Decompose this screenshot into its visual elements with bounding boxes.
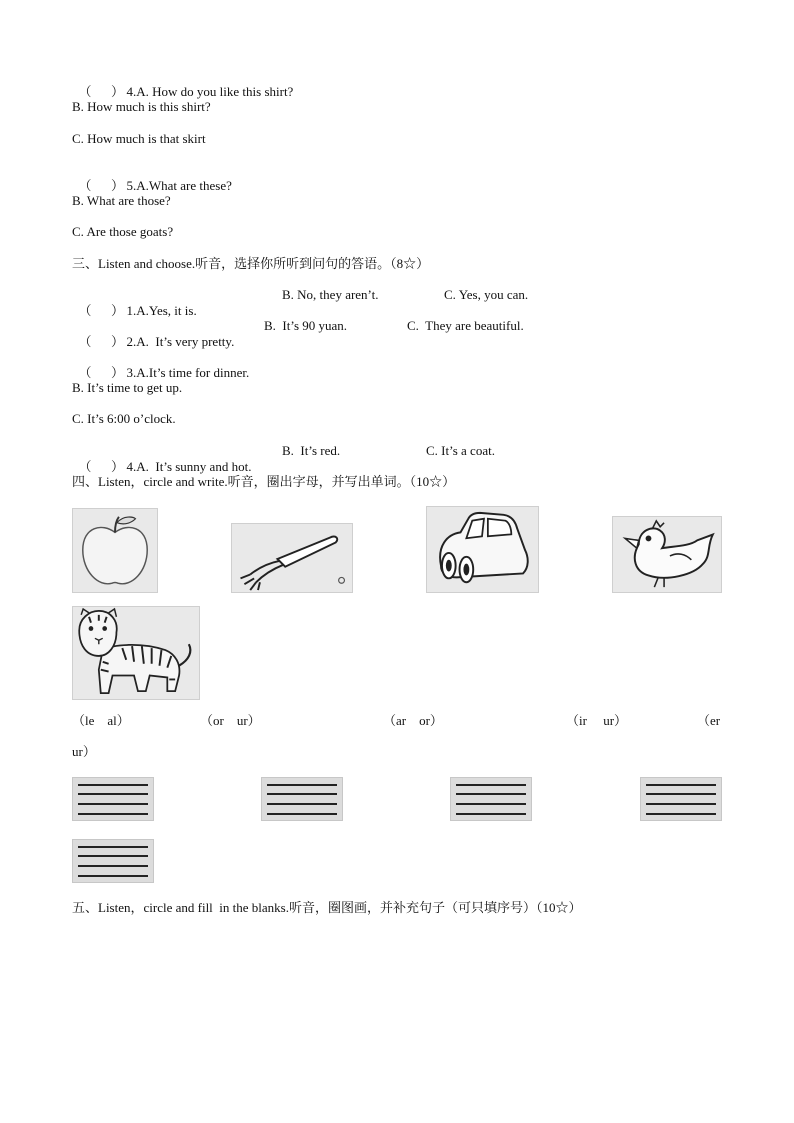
answer-paren[interactable]: （ ） <box>78 459 125 474</box>
s3-q4-option-c: C. It’s a coat. <box>426 443 495 458</box>
s3-q2-line <box>72 318 234 350</box>
apple-picture <box>72 508 158 593</box>
section5-heading: 五、Listen，circle and fill in the blanks.听音，圈图画，并补充句子（可只填序号）（10☆） <box>72 900 582 915</box>
option-a: 2.A. It’s very pretty. <box>126 334 235 349</box>
q4-option-c: C. How much is that skirt <box>72 131 206 146</box>
choice-tiger[interactable]: （er <box>697 713 721 728</box>
bird-icon <box>613 517 721 592</box>
q5-option-c: C. Are those goats? <box>72 224 174 239</box>
q4-line <box>72 68 293 100</box>
choice-bird[interactable]: （ir ur） <box>566 713 628 728</box>
fork-icon <box>232 524 352 592</box>
choice-fork[interactable]: （or ur） <box>200 713 261 728</box>
s3-q3-line <box>72 349 249 381</box>
answer-paren[interactable]: （ ） <box>78 178 125 193</box>
option-a: 3.A.It’s time for dinner. <box>126 365 250 380</box>
choice-apple[interactable]: （le al） <box>72 713 130 728</box>
writing-box-1[interactable] <box>72 777 154 821</box>
writing-box-2[interactable] <box>261 777 343 821</box>
car-icon <box>427 507 538 592</box>
bird-picture <box>612 516 722 593</box>
section4-heading: 四、Listen，circle and write.听音，圈出字母，并写出单词。（10☆） <box>72 474 456 489</box>
tiger-picture <box>72 606 200 700</box>
option-a: 4.A. How do you like this shirt? <box>126 84 294 99</box>
s3-q4-option-b: B. It’s red. <box>282 443 341 458</box>
car-picture <box>426 506 539 593</box>
fork-picture <box>231 523 353 593</box>
s3-q3-option-c: C. It’s 6:00 o’clock. <box>72 411 176 426</box>
option-a: 4.A. It’s sunny and hot. <box>126 459 252 474</box>
section3-heading: 三、Listen and choose.听音，选择你所听到问句的答语。（8☆） <box>72 256 430 271</box>
s3-q4-line <box>72 443 251 475</box>
writing-box-4[interactable] <box>640 777 722 821</box>
choice-car[interactable]: （ar or） <box>383 713 443 728</box>
answer-paren[interactable]: （ ） <box>78 365 125 380</box>
q5-line <box>72 162 232 194</box>
option-a: 1.A.Yes, it is. <box>126 303 197 318</box>
writing-box-3[interactable] <box>450 777 532 821</box>
answer-paren[interactable]: （ ） <box>78 84 125 99</box>
s3-q3-option-b: B. It’s time to get up. <box>72 380 183 395</box>
s3-q2-option-b: B. It’s 90 yuan. <box>264 318 348 333</box>
option-a: 5.A.What are these? <box>126 178 232 193</box>
choice-tiger-wrap: ur） <box>72 744 96 759</box>
answer-paren[interactable]: （ ） <box>78 334 125 349</box>
tiger-icon <box>73 607 199 699</box>
s3-q1-option-b: B. No, they aren’t. <box>282 287 379 302</box>
apple-icon <box>73 509 157 592</box>
answer-paren[interactable]: （ ） <box>78 303 125 318</box>
q5-option-b: B. What are those? <box>72 193 171 208</box>
q4-option-b: B. How much is this shirt? <box>72 99 211 114</box>
s3-q1-option-c: C. Yes, you can. <box>444 287 529 302</box>
writing-box-5[interactable] <box>72 839 154 883</box>
s3-q2-option-c: C. They are beautiful. <box>407 318 524 333</box>
s3-q1-line <box>72 287 772 319</box>
